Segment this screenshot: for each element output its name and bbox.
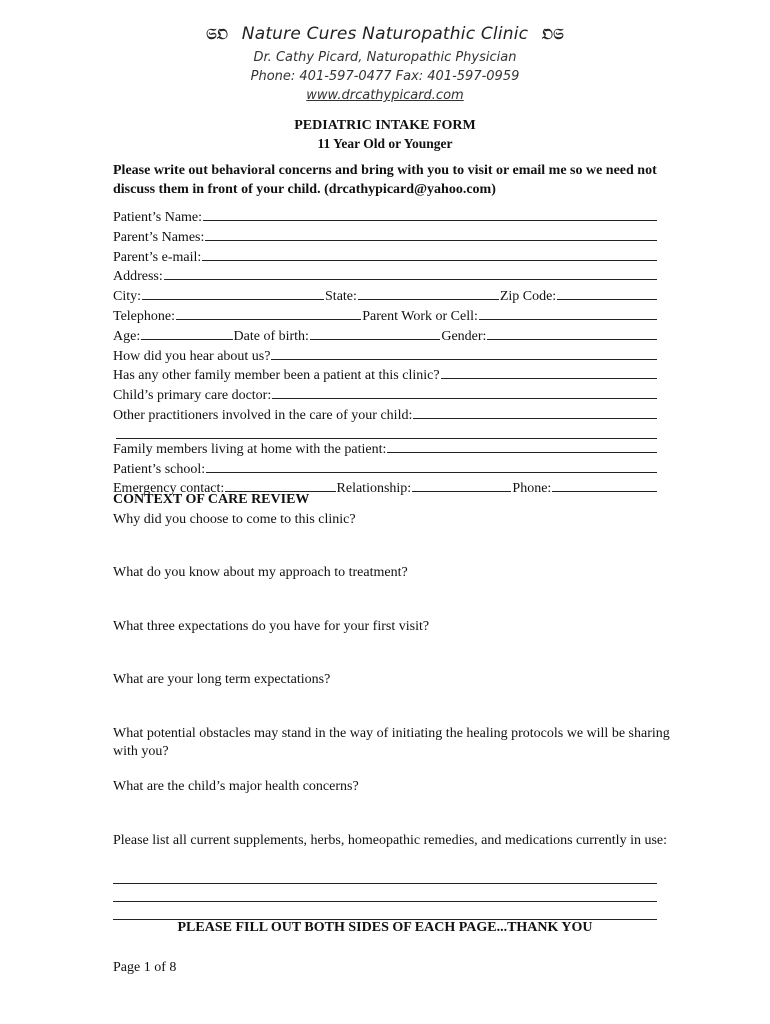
hear-about-line[interactable] (271, 346, 657, 360)
emergency-label: Emergency contact: (113, 481, 225, 497)
parents-names-label: Parent’s Names: (113, 229, 205, 245)
parent-work-line[interactable] (479, 306, 657, 320)
clinic-name: Nature Cures Naturopathic Clinic (241, 24, 529, 44)
city-label: City: (113, 289, 142, 305)
emergency-line[interactable] (225, 478, 335, 492)
family-patient-label: Has any other family member been a patient at this clinic? (113, 368, 440, 384)
supplements-line-1[interactable] (113, 883, 657, 884)
patient-info-fields (113, 207, 658, 498)
gender-line[interactable] (487, 326, 657, 340)
age-label: Age: (113, 328, 141, 344)
other-practitioners-label: Other practitioners involved in the care of your child: (113, 407, 413, 423)
question-health-concerns: What are the child’s major health concerns? (113, 779, 359, 794)
phone-label: Phone: (512, 481, 552, 497)
field-row-telephone (113, 306, 658, 326)
primary-doctor-label: Child’s primary care doctor: (113, 388, 272, 404)
telephone-label: Telephone: (113, 308, 175, 324)
family-home-label: Family members living at home with the patient: (113, 441, 387, 457)
question-expectations-first-visit: What three expectations do you have for your first visit? (113, 619, 430, 634)
parent-work-label: Parent Work or Cell: (362, 308, 478, 324)
field-row-hear-about (113, 346, 658, 366)
patient-name-label: Patient’s Name: (113, 210, 203, 225)
phone-fax: Phone: 401-597-0477 Fax: 401-597-0959 (250, 69, 520, 84)
fill-both-sides-notice: PLEASE FILL OUT BOTH SIDES OF EACH PAGE...THANK YOU (177, 920, 593, 935)
context-of-care-heading: CONTEXT OF CARE REVIEW (113, 492, 310, 507)
field-row-patient-name (113, 207, 658, 227)
other-practitioners-line[interactable] (413, 405, 657, 419)
family-home-line[interactable] (387, 439, 657, 453)
field-row-address (113, 266, 658, 286)
ornament-right-icon: 𝔒𝔖 (541, 25, 564, 43)
hear-about-label: How did you hear about us? (113, 348, 271, 364)
city-line[interactable] (142, 286, 324, 300)
doctor-name: Dr. Cathy Picard, Naturopathic Physician (253, 50, 517, 65)
address-label: Address: (113, 269, 163, 285)
telephone-line[interactable] (176, 306, 361, 320)
intro-text: Please write out behavioral concerns and bring with you to visit or email me so we need not discuss them in front of your child. (drcathypicard@yahoo.com) (113, 163, 657, 197)
zip-label: Zip Code: (499, 289, 557, 305)
field-row-parents-names (113, 227, 658, 247)
gender-label: Gender: (441, 328, 487, 344)
patient-name-line[interactable] (203, 207, 657, 221)
question-obstacles: What potential obstacles may stand in the way of initiating the healing protocols we will be sharing with you? (113, 726, 670, 759)
other-practitioners-line-2[interactable] (116, 425, 657, 439)
field-row-primary-doctor (113, 385, 658, 405)
parents-names-line[interactable] (205, 227, 657, 241)
website-link[interactable]: www.drcathypicard.com (306, 88, 464, 103)
relationship-label: Relationship: (336, 481, 412, 497)
address-line[interactable] (164, 266, 657, 280)
parent-email-line[interactable] (202, 247, 657, 261)
field-row-other-practitioners (113, 405, 658, 425)
field-row-school (113, 459, 658, 479)
form-subtitle: 11 Year Old or Younger (317, 136, 453, 151)
school-label: Patient’s school: (113, 461, 206, 477)
field-row-family-home (113, 439, 658, 459)
dob-label: Date of birth: (233, 328, 309, 344)
field-row-city-state-zip (113, 286, 658, 306)
clinic-name-heading (0, 24, 770, 44)
question-supplements: Please list all current supplements, herbs, homeopathic remedies, and medications currently in use: (113, 833, 668, 848)
family-patient-line[interactable] (441, 365, 657, 379)
question-why-clinic: Why did you choose to come to this clinic? (113, 512, 356, 527)
form-title: PEDIATRIC INTAKE FORM (294, 118, 476, 133)
page-number: Page 1 of 8 (113, 960, 177, 975)
state-line[interactable] (358, 286, 499, 300)
state-label: State: (325, 289, 357, 305)
parent-email-label: Parent’s e-mail: (113, 249, 202, 265)
zip-line[interactable] (557, 286, 657, 300)
relationship-line[interactable] (412, 478, 511, 492)
dob-line[interactable] (310, 326, 440, 340)
field-row-family-patient (113, 365, 658, 385)
school-line[interactable] (206, 459, 657, 473)
question-long-term: What are your long term expectations? (113, 672, 331, 687)
supplements-line-2[interactable] (113, 901, 657, 902)
field-row-parent-email (113, 247, 658, 267)
ornament-left-icon: 𝔖𝔒 (206, 25, 229, 43)
emergency-phone-line[interactable] (552, 478, 657, 492)
age-line[interactable] (141, 326, 232, 340)
question-approach: What do you know about my approach to treatment? (113, 565, 408, 580)
field-row-age-dob-gender (113, 326, 658, 346)
field-row-other-practitioners-cont (113, 425, 658, 439)
primary-doctor-line[interactable] (272, 385, 657, 399)
